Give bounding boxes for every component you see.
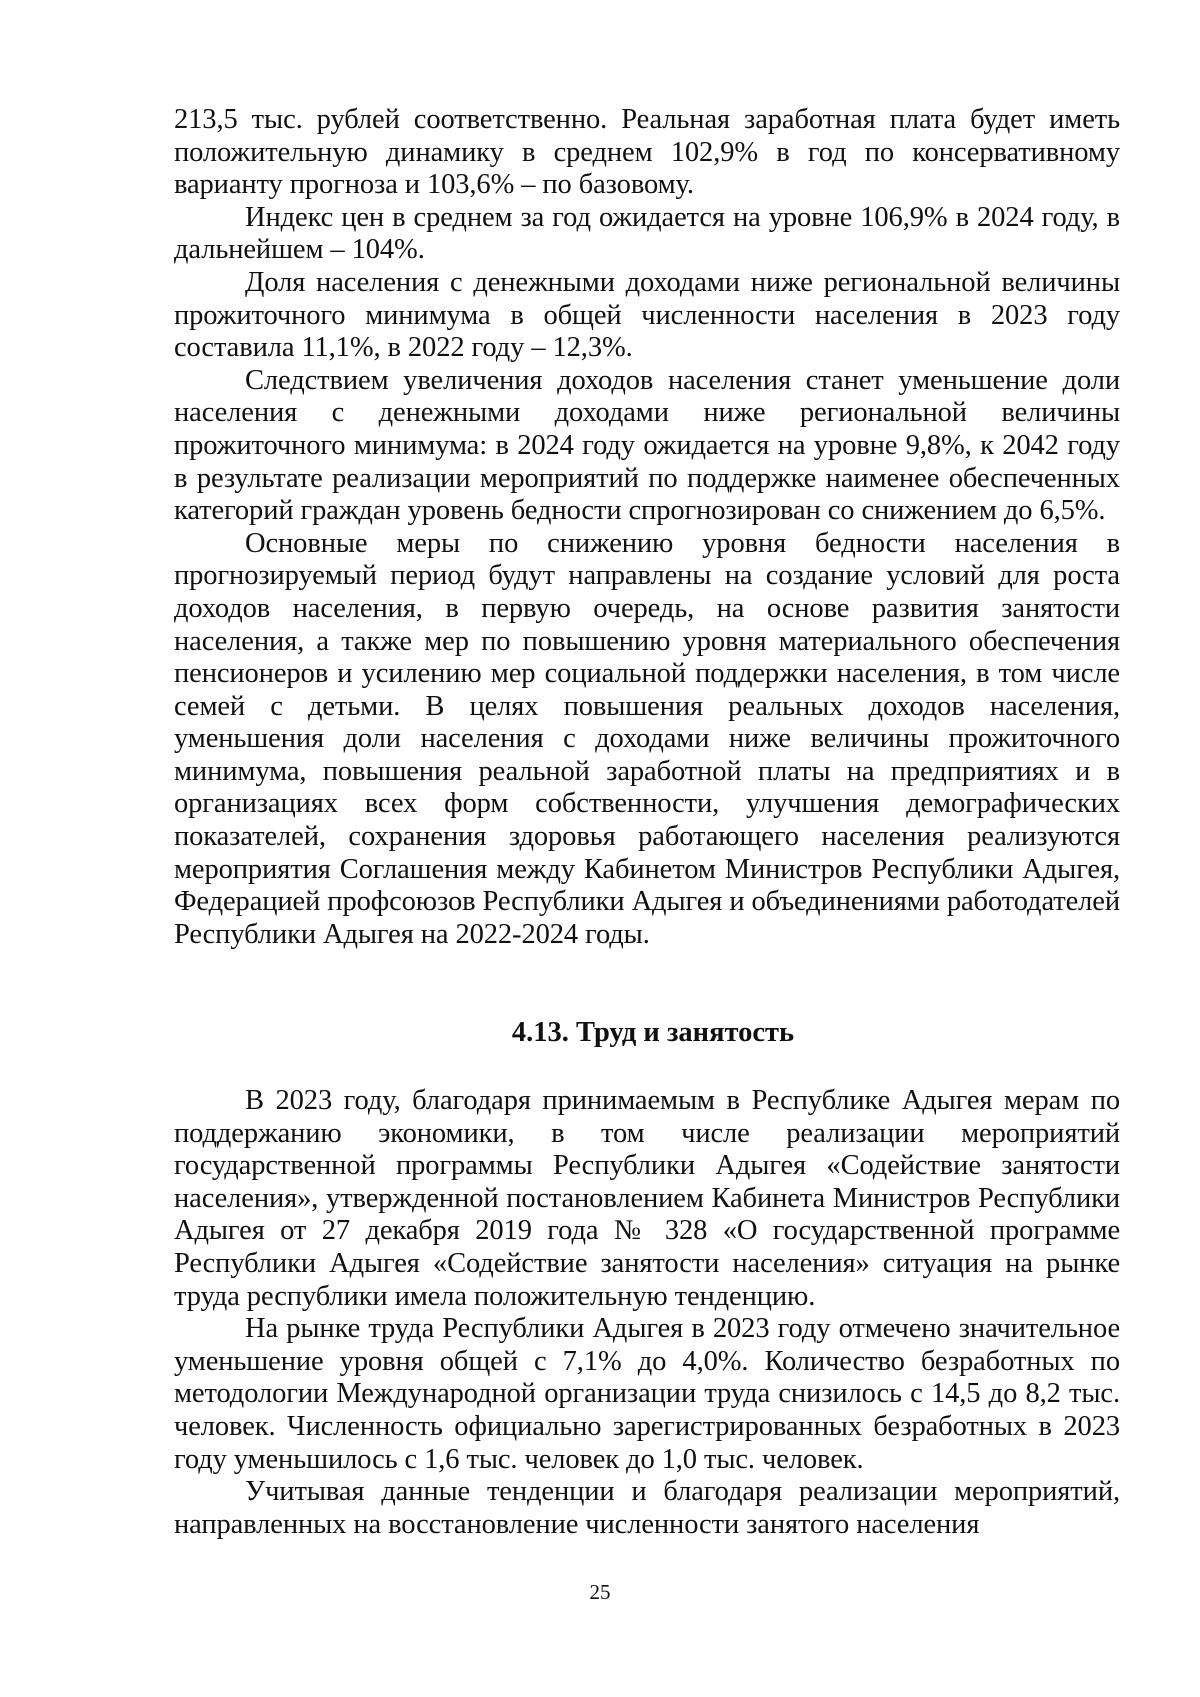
- section-title: 4.13. Труд и занятость: [511, 1017, 795, 1049]
- paragraph-poverty-measures: Основные меры по снижению уровня бедности населения в прогнозируемый период будут направлены на создание условий для роста доходов населения, в первую очередь, на основе развития занятости населения, а также мер по повышению уровня материального обеспечения пенсионеров и усилению мер социальной поддержки населения, в том числе семей с детьми. В целях повышения реальных доходов населения, уменьшения доли населения с доходами ниже величины прожиточного минимума, повышения реальной заработной платы на предприятиях и в организациях всех форм собственности, улучшения демографических показателей, сохранения здоровья работающего населения реализуются мероприятия Соглашения между Кабинетом Министров Республики Адыгея, Федерацией профсоюзов Республики Адыгея и объединениями работодателей Республики Адыгея на 2022-2024 годы.: [174, 527, 1120, 950]
- page-number: 25: [589, 1580, 611, 1604]
- document-page: [174, 104, 1120, 1541]
- paragraph-poverty-share: Доля населения с денежными доходами ниже региональной величины прожиточного минимума в общей численности населения в 2023 году составила 11,1%, в 2022 году – 12,3%.: [174, 266, 1120, 364]
- paragraph-real-wages: 213,5 тыс. рублей соответственно. Реальная заработная плата будет иметь положительную динамику в среднем 102,9% в год по консервативному варианту прогноза и 103,6% – по базовому.: [174, 104, 1120, 201]
- paragraph-unemployment-stats: На рынке труда Республики Адыгея в 2023 году отмечено значительное уменьшение уровня общей с 7,1% до 4,0%. Количество безработных по методологии Международной организации труда снизилось с 14,5 до 8,2 тыс. человек. Численность официально зарегистрированных безработных в 2023 году уменьшилось с 1,6 тыс. человек до 1,0 тыс. человек.: [174, 1313, 1120, 1475]
- paragraph-poverty-forecast: Следствием увеличения доходов населения станет уменьшение доли населения с денежными доходами ниже региональной величины прожиточного минимума: в 2024 году ожидается на уровне 9,8%, к 2042 году в результате реализации мероприятий по поддержке наименее обеспеченных категорий граждан уровень бедности спрогнозирован со снижением до 6,5%.: [174, 364, 1120, 527]
- paragraph-employment-trends: Учитывая данные тенденции и благодаря реализации мероприятий, направленных на восстановление численности занятого населения: [174, 1476, 1120, 1540]
- paragraph-price-index: Индекс цен в среднем за год ожидается на уровне 106,9% в 2024 году, в дальнейшем – 104%.: [174, 201, 1120, 266]
- paragraph-employment-program: В 2023 году, благодаря принимаемым в Республике Адыгея мерам по поддержанию экономики, в том числе реализации мероприятий государственной программы Республики Адыгея «Содействие занятости населения», утвержденной постановлением Кабинета Министров Республики Адыгея от 27 декабря 2019 года № 328 «О государственной программе Республики Адыгея «Содействие занятости населения» ситуация на рынке труда республики имела положительную тенденцию.: [174, 1085, 1120, 1312]
